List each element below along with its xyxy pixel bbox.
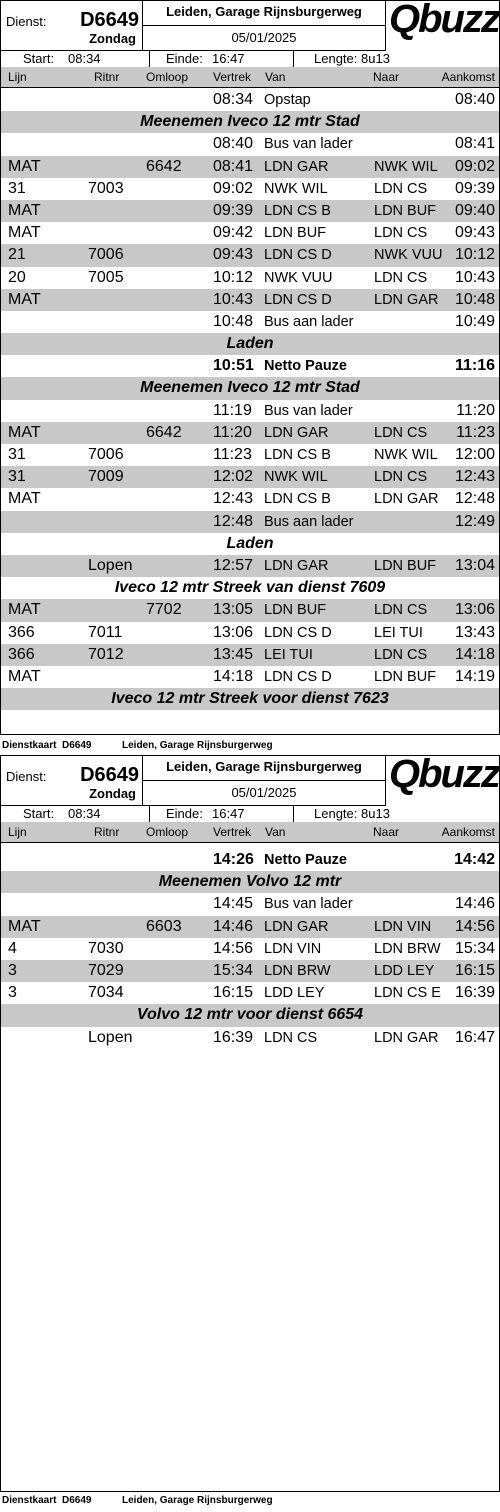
cell-naar: LDN CS E (374, 985, 441, 1002)
col-omloop: Omloop (146, 825, 189, 839)
cell-van: LDN CS D (264, 668, 332, 685)
schedule-row (1, 156, 499, 178)
cell-vertrek: 12:48 (213, 512, 254, 530)
section-title-row (1, 111, 499, 133)
einde-label: Einde: (166, 806, 203, 821)
cell-ritnr: Lopen (88, 1028, 133, 1046)
cell-vertrek: 10:43 (213, 290, 254, 308)
schedule-row (1, 916, 499, 938)
footer-id: D6649 (62, 740, 92, 751)
cell-van: Bus aan lader (264, 513, 354, 530)
schedule-row (1, 511, 499, 533)
location-text: Leiden, Garage Rijnsburgerweg (166, 4, 362, 19)
cell-van: LDN BRW (264, 962, 331, 979)
col-naar: Naar (373, 825, 400, 839)
cell-aankomst: 11:16 (454, 357, 495, 375)
cell-vertrek: 11:20 (213, 423, 252, 441)
cell-vertrek: 14:46 (213, 917, 254, 935)
cell-ritnr: 7005 (88, 268, 124, 286)
cell-naar: LDN BRW (374, 940, 441, 957)
section-title: Meenemen Iveco 12 mtr Stad (140, 379, 360, 397)
cell-aankomst: 12:43 (454, 468, 495, 486)
cell-naar: LDN CS (374, 602, 428, 619)
cell-naar: LDD LEY (374, 962, 435, 979)
cell-lijn: 3 (8, 984, 17, 1002)
cell-van: LDN GAR (264, 424, 329, 441)
cell-lijn: MAT (8, 290, 41, 308)
section-title-row (1, 377, 499, 399)
cell-ritnr: Lopen (88, 556, 133, 574)
cell-van: NWK WIL (264, 180, 328, 197)
cell-van: LDN BUF (264, 225, 327, 242)
cell-vertrek: 13:05 (213, 601, 254, 619)
schedule-row (1, 289, 499, 311)
lengte-label: Lengte: (314, 806, 358, 821)
cell-van: Bus van lader (264, 896, 353, 913)
cell-van: LEI TUI (264, 646, 313, 663)
cell-naar: NWK WIL (374, 158, 438, 175)
schedule-row (1, 466, 499, 488)
cell-naar: LDN BUF (374, 202, 437, 219)
cell-ritnr: 7006 (88, 246, 124, 264)
cell-vertrek: 13:06 (213, 623, 254, 641)
cell-lijn: MAT (8, 667, 41, 685)
cell-omloop: 6603 (146, 917, 182, 935)
cell-naar: LDN BUF (374, 668, 437, 685)
cell-naar: LDN CS (374, 225, 428, 242)
schedule-row (1, 555, 499, 577)
lengte-value: 8u13 (361, 51, 390, 66)
cell-ritnr: 7009 (88, 468, 124, 486)
cell-aankomst: 12:00 (454, 446, 495, 463)
cell-aankomst: 13:43 (454, 623, 495, 641)
cell-ritnr: 7030 (88, 939, 124, 957)
cell-aankomst: 13:04 (454, 556, 495, 574)
cell-vertrek: 12:43 (213, 490, 254, 508)
schedule-row (1, 200, 499, 222)
cell-van: Bus van lader (264, 136, 353, 153)
cell-ritnr: 7003 (88, 179, 124, 197)
col-van: Van (265, 70, 286, 84)
date-box (142, 25, 386, 51)
date-text: 05/01/2025 (231, 785, 297, 800)
cell-aankomst: 14:19 (454, 667, 495, 685)
footer-location: Leiden, Garage Rijnsburgerweg (122, 1495, 273, 1506)
schedule-row (1, 400, 499, 422)
cell-lijn: 31 (8, 446, 26, 463)
section-title: Volvo 12 mtr voor dienst 6654 (136, 1006, 364, 1024)
col-vertrek: Vertrek (213, 70, 252, 84)
schedule-row (1, 89, 499, 111)
col-lijn: Lijn (8, 825, 27, 839)
schedule-row (1, 1027, 499, 1049)
section-title-row (1, 333, 499, 355)
location-box (142, 1, 386, 26)
schedule-row (1, 244, 499, 266)
cell-aankomst: 09:39 (454, 179, 495, 197)
cell-naar: LDN GAR (374, 1029, 439, 1046)
cell-van: LDN CS B (264, 491, 331, 508)
dienst-id: D6649 (80, 9, 139, 31)
cell-ritnr: 7012 (88, 645, 124, 663)
cell-aankomst: 11:23 (456, 423, 495, 441)
divider (293, 50, 294, 67)
cell-vertrek: 10:51 (213, 357, 254, 375)
schedule-row (1, 133, 499, 155)
section-title-row (1, 577, 499, 599)
dienstkaart-card (0, 752, 500, 1492)
qbuzz-logo: Qbuzz (389, 752, 499, 796)
section-title: Iveco 12 mtr Streek van dienst 7609 (114, 579, 386, 597)
cell-van: LDD LEY (264, 985, 325, 1002)
cell-vertrek: 14:26 (213, 851, 254, 868)
card-header (1, 1, 499, 67)
cell-vertrek: 09:02 (213, 179, 254, 197)
cell-naar: LDN CS (374, 269, 428, 286)
cell-naar: LDN GAR (374, 491, 439, 508)
cell-ritnr: 7011 (88, 623, 123, 641)
section-title: Iveco 12 mtr Streek voor dienst 7623 (111, 690, 389, 708)
cell-van: LDN VIN (264, 940, 322, 957)
cell-van: NWK VUU (264, 269, 333, 286)
divider (149, 50, 150, 67)
schedule-row (1, 849, 499, 871)
cell-vertrek: 11:23 (213, 446, 252, 463)
cell-van: LDN CS B (264, 202, 331, 219)
start-label: Start: (23, 51, 55, 66)
cell-aankomst: 10:43 (454, 268, 495, 286)
dienst-box (1, 756, 143, 806)
section-title-row (1, 1004, 499, 1026)
col-van: Van (265, 825, 286, 839)
card-header (1, 752, 499, 822)
einde-value: 16:47 (212, 51, 245, 66)
cell-ritnr: 7034 (88, 984, 124, 1002)
footer-label: Dienstkaart (2, 740, 57, 751)
cell-vertrek: 16:15 (213, 984, 254, 1002)
einde-label: Einde: (166, 51, 203, 66)
cell-aankomst: 16:39 (454, 984, 495, 1002)
section-title: Meenemen Iveco 12 mtr Stad (140, 113, 360, 131)
cell-vertrek: 13:45 (213, 645, 254, 663)
dienst-id: D6649 (80, 764, 139, 786)
col-naar: Naar (373, 70, 400, 84)
time-summary-row (1, 50, 499, 68)
cell-van: LDN CS D (264, 291, 332, 308)
cell-van: LDN BUF (264, 602, 327, 619)
schedule-rows (1, 849, 499, 1049)
dienst-day: Zondag (89, 31, 136, 46)
cell-vertrek: 11:19 (213, 401, 252, 419)
dienst-box (1, 1, 143, 51)
dienst-label: Dienst: (6, 769, 47, 784)
cell-lijn: MAT (8, 157, 41, 175)
cell-aankomst: 08:41 (454, 135, 495, 153)
cell-van: LDN CS B (264, 447, 331, 463)
cell-vertrek: 15:34 (213, 961, 254, 979)
cell-aankomst: 11:20 (456, 401, 495, 419)
cell-vertrek: 14:45 (213, 895, 254, 913)
einde-value: 16:47 (212, 806, 245, 821)
cell-vertrek: 09:39 (213, 201, 254, 219)
col-aankomst: Aankomst (441, 825, 495, 839)
cell-aankomst: 16:15 (454, 961, 495, 979)
col-omloop: Omloop (146, 70, 189, 84)
cell-van: NWK WIL (264, 469, 328, 486)
schedule-rows (1, 89, 499, 710)
dienstkaart-page-2 (0, 752, 500, 1512)
cell-aankomst: 14:56 (454, 917, 495, 935)
schedule-row (1, 311, 499, 333)
cell-aankomst: 10:49 (454, 312, 495, 330)
col-vertrek: Vertrek (213, 825, 252, 839)
cell-vertrek: 08:34 (213, 91, 254, 108)
cell-lijn: MAT (8, 201, 41, 219)
cell-omloop: 7702 (146, 601, 182, 619)
footer-location: Leiden, Garage Rijnsburgerweg (122, 740, 273, 751)
cell-lijn: 3 (8, 961, 17, 979)
date-box (142, 780, 386, 806)
cell-aankomst: 08:40 (454, 91, 495, 108)
cell-naar: NWK VUU (374, 247, 443, 264)
cell-aankomst: 15:34 (454, 939, 495, 957)
schedule-row (1, 488, 499, 510)
schedule-row (1, 622, 499, 644)
start-value: 08:34 (68, 806, 101, 821)
cell-naar: LDN CS (374, 424, 428, 441)
schedule-row (1, 938, 499, 960)
schedule-row (1, 178, 499, 200)
cell-aankomst: 14:18 (454, 645, 495, 663)
cell-naar: LDN BUF (374, 557, 437, 574)
cell-lijn: 366 (8, 645, 35, 663)
cell-van: Netto Pauze (264, 358, 347, 375)
section-title-row (1, 871, 499, 893)
cell-van: LDN GAR (264, 557, 329, 574)
cell-vertrek: 16:39 (213, 1028, 254, 1046)
location-text: Leiden, Garage Rijnsburgerweg (166, 759, 362, 774)
col-ritnr: Ritnr (94, 70, 120, 84)
start-label: Start: (23, 806, 55, 821)
cell-naar: LDN CS (374, 469, 428, 486)
cell-lijn: 20 (8, 268, 26, 286)
cell-van: Bus van lader (264, 402, 353, 419)
cell-aankomst: 13:06 (454, 601, 495, 619)
cell-aankomst: 09:02 (454, 157, 495, 175)
col-lijn: Lijn (8, 70, 27, 84)
cell-lijn: MAT (8, 423, 41, 441)
footer-label: Dienstkaart (2, 1495, 57, 1506)
time-summary-row (1, 805, 499, 823)
dienst-label: Dienst: (6, 14, 47, 29)
lengte-label: Lengte: (314, 51, 358, 66)
lengte-value: 8u13 (361, 806, 390, 821)
dienstkaart-card (0, 0, 500, 735)
cell-aankomst: 12:49 (454, 512, 495, 530)
cell-aankomst: 10:12 (454, 246, 495, 264)
cell-vertrek: 12:02 (213, 468, 254, 486)
cell-aankomst: 09:43 (454, 224, 495, 242)
cell-van: LDN GAR (264, 918, 329, 935)
divider (149, 805, 150, 822)
cell-vertrek: 12:57 (213, 556, 254, 574)
date-text: 05/01/2025 (231, 30, 297, 45)
cell-lijn: MAT (8, 917, 41, 935)
cell-van: Netto Pauze (264, 852, 347, 868)
cell-vertrek: 10:48 (213, 312, 254, 330)
cell-lijn: MAT (8, 490, 41, 508)
cell-vertrek: 08:41 (213, 157, 254, 175)
cell-aankomst: 12:48 (454, 490, 495, 508)
section-title: Laden (226, 534, 274, 552)
cell-van: LDN CS (264, 1029, 318, 1046)
cell-van: LDN CS D (264, 247, 332, 264)
cell-ritnr: 7006 (88, 446, 124, 463)
cell-van: Bus aan lader (264, 313, 354, 330)
cell-naar: LDN CS (374, 646, 428, 663)
cell-lijn: 31 (8, 179, 26, 197)
cell-vertrek: 10:12 (213, 268, 254, 286)
cell-omloop: 6642 (146, 423, 182, 441)
cell-van: Opstap (264, 92, 311, 108)
cell-naar: LDN VIN (374, 918, 432, 935)
section-title: Meenemen Volvo 12 mtr (158, 873, 342, 891)
cell-aankomst: 09:40 (454, 201, 495, 219)
cell-aankomst: 10:48 (454, 290, 495, 308)
cell-ritnr: 7029 (88, 961, 124, 979)
cell-van: LDN GAR (264, 158, 329, 175)
schedule-row (1, 893, 499, 915)
col-ritnr: Ritnr (94, 825, 120, 839)
cell-vertrek: 09:43 (213, 246, 254, 264)
column-header-row (1, 822, 499, 843)
col-aankomst: Aankomst (441, 70, 495, 84)
start-value: 08:34 (68, 51, 101, 66)
cell-lijn: MAT (8, 601, 41, 619)
schedule-row (1, 222, 499, 244)
cell-lijn: 4 (8, 939, 17, 957)
cell-lijn: 21 (8, 246, 26, 264)
cell-vertrek: 14:56 (213, 939, 254, 957)
section-title: Laden (226, 335, 274, 353)
cell-vertrek: 14:18 (213, 667, 254, 685)
cell-naar: LEI TUI (374, 624, 423, 641)
cell-vertrek: 08:40 (213, 135, 254, 153)
column-header-row (1, 67, 499, 88)
schedule-row (1, 599, 499, 621)
divider (293, 805, 294, 822)
cell-naar: NWK WIL (374, 447, 438, 463)
cell-lijn: MAT (8, 224, 41, 242)
cell-naar: LDN GAR (374, 291, 439, 308)
location-box (142, 756, 386, 781)
cell-aankomst: 14:42 (454, 851, 495, 868)
cell-aankomst: 16:47 (454, 1028, 495, 1046)
dienstkaart-page-1 (0, 0, 500, 755)
schedule-row (1, 267, 499, 289)
schedule-row (1, 960, 499, 982)
schedule-row (1, 982, 499, 1004)
qbuzz-logo: Qbuzz (389, 0, 499, 41)
cell-lijn: 31 (8, 468, 26, 486)
schedule-row (1, 666, 499, 688)
dienst-day: Zondag (89, 786, 136, 801)
schedule-row (1, 422, 499, 444)
cell-vertrek: 09:42 (213, 224, 254, 242)
cell-aankomst: 14:46 (454, 895, 495, 913)
footer-id: D6649 (62, 1495, 92, 1506)
cell-omloop: 6642 (146, 157, 182, 175)
cell-naar: LDN CS (374, 180, 428, 197)
cell-lijn: 366 (8, 623, 35, 641)
schedule-row (1, 355, 499, 377)
schedule-row (1, 644, 499, 666)
schedule-row (1, 444, 499, 466)
section-title-row (1, 533, 499, 555)
cell-van: LDN CS D (264, 624, 332, 641)
section-title-row (1, 688, 499, 710)
